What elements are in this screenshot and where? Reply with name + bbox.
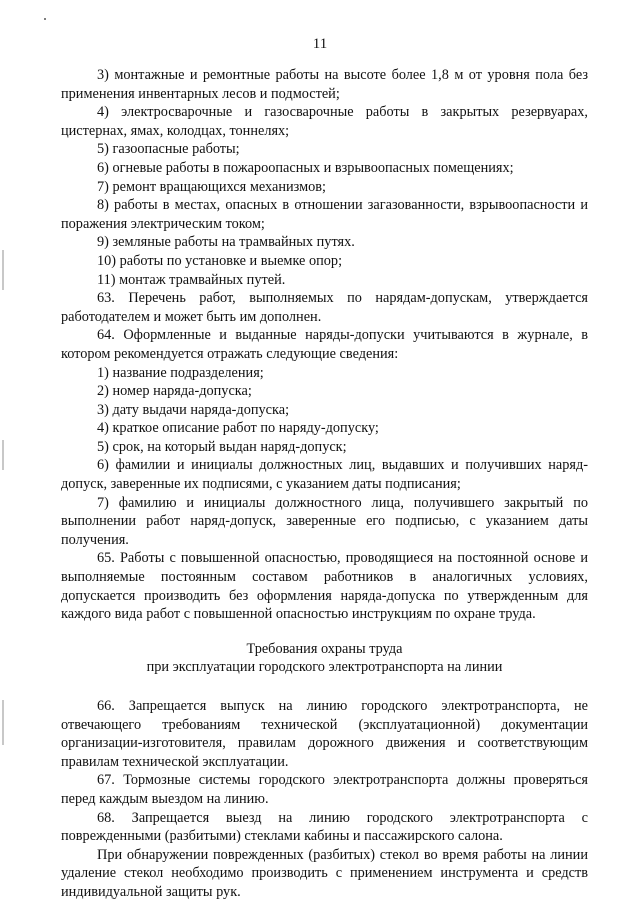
scan-speck xyxy=(44,18,46,20)
list-item: 4) краткое описание работ по наряду-допуску; xyxy=(97,420,379,437)
list-item: 7) ремонт вращающихся механизмов; xyxy=(97,178,326,195)
page-number: 11 xyxy=(312,36,328,52)
list-item: 9) земляные работы на трамвайных путях. xyxy=(97,234,355,251)
list-item: 7) фамилию и инициалы должностного лица, получившего закрытый по выполнении работ наряд-допуск, заверенные его подписью, с указанием даты получения. xyxy=(61,494,588,548)
scan-edge-mark xyxy=(2,440,4,470)
list-item: 3) монтажные и ремонтные работы на высоте более 1,8 м от уровня пола без применения инвентарных лесов и подмостей; xyxy=(61,67,588,102)
paragraph-67: 67. Тормозные системы городского электротранспорта должны проверяться перед каждым выездом на линию. xyxy=(61,772,588,807)
document-body xyxy=(61,66,588,902)
paragraph-66: 66. Запрещается выпуск на линию городского электротранспорта, не отвечающего требованиям технической (эксплуатационной) документации организации-изготовителя, правилам дорожного движения и соответствующим правилам технической эксплуатации. xyxy=(61,698,588,770)
list-item: 8) работы в местах, опасных в отношении загазованности, взрывоопасности и поражения электрическим током; xyxy=(61,197,588,232)
list-item: 10) работы по установке и выемке опор; xyxy=(97,252,343,269)
paragraph-63: 63. Перечень работ, выполняемых по нарядам-допускам, утверждается работодателем и может быть им дополнен. xyxy=(61,290,588,325)
paragraph-68: 68. Запрещается выезд на линию городского электротранспорта с поврежденными (разбитыми) стеклами кабины и пассажирского салона. xyxy=(61,809,588,845)
scan-edge-mark xyxy=(2,700,4,745)
paragraph-64: 64. Оформленные и выданные наряды-допуски учитываются в журнале, в котором рекомендуется отражать следующие сведения: xyxy=(61,327,588,362)
section-heading-line-1: Требования охраны труда xyxy=(246,640,403,657)
list-item: 5) срок, на который выдан наряд-допуск; xyxy=(97,438,347,455)
list-item: 4) электросварочные и газосварочные работы в закрытых резервуарах, цистернах, ямах, колодцах, тоннелях; xyxy=(61,104,588,139)
list-item: 6) фамилии и инициалы должностных лиц, выдавших и получивших наряд-допуск, заверенные их подписями, с указанием даты подписания; xyxy=(61,457,588,493)
spacer xyxy=(61,624,588,640)
section-heading-line-2: при эксплуатации городского электротранспорта на линии xyxy=(146,659,503,676)
list-item: 6) огневые работы в пожароопасных и взрывоопасных помещениях; xyxy=(97,159,514,176)
list-item: 5) газоопасные работы; xyxy=(97,141,240,158)
list-item: 3) дату выдачи наряда-допуска; xyxy=(97,401,290,418)
list-item: 11) монтаж трамвайных путей. xyxy=(97,271,286,288)
scan-edge-mark xyxy=(2,250,4,290)
list-item: 1) название подразделения; xyxy=(97,364,264,381)
list-item: 2) номер наряда-допуска; xyxy=(97,383,252,400)
paragraph-65: 65. Работы с повышенной опасностью, проводящиеся на постоянной основе и выполняемые постоянным составом работников в аналогичных условиях, допускается производить без оформления наряда-допуска по утвержденным для каждого вида работ с повышенной опасностью инструкциям по охране труда. xyxy=(61,550,588,623)
spacer xyxy=(61,677,588,697)
paragraph-68-continuation: При обнаружении поврежденных (разбитых) стекол во время работы на линии удаление стекол необходимо производить с применением инструмента и средств индивидуальной защиты рук. xyxy=(61,846,588,900)
